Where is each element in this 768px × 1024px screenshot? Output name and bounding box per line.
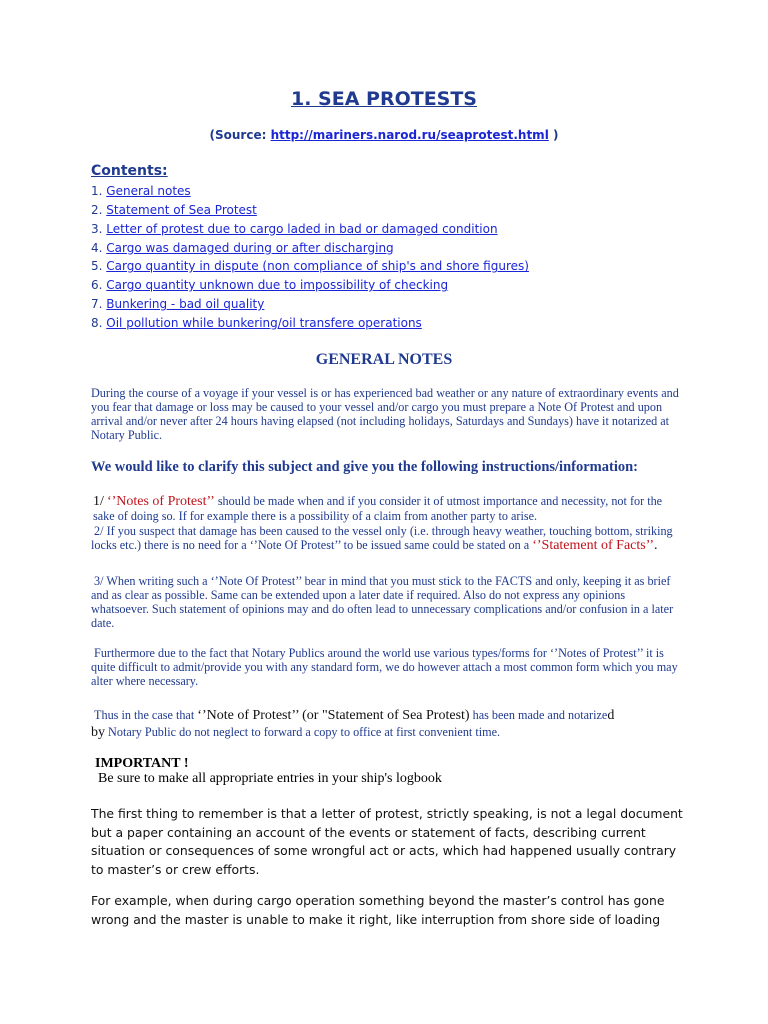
toc-number: 4.	[91, 240, 103, 255]
point-1-number: 1/	[93, 494, 104, 509]
toc-link-cargo-damaged[interactable]: Cargo was damaged during or after discharging	[106, 240, 394, 255]
toc-item	[91, 239, 691, 258]
furthermore-text: Furthermore due to the fact that Notary Publics around the world use various types/forms for ‘’Notes of Protest’’ it is quite difficult to admit/provide you with any standard form, we do however attach a most common form which you may alter where necessary.	[91, 646, 678, 688]
body-paragraph-2: For example, when during cargo operation something beyond the master’s control has gone wrong and the master is unable to make it right, like interruption from shore side of loading	[91, 893, 665, 927]
point-3-text: 3/ When writing such a ‘’Note Of Protest’’ bear in mind that you must stick to the FACTS and only, keeping it as brief and as clear as possible. Same can be extended upon a later date if required. Also do not express any opinions whatsoever. Such statement of opinions may and do often lead to unnecessary complications and/or confusion in a later date.	[91, 574, 674, 630]
document-title: 1. SEA PROTESTS	[290, 88, 477, 110]
thus-paragraph	[91, 707, 691, 741]
point-3-paragraph	[91, 574, 681, 630]
toc-link-bunkering[interactable]: Bunkering - bad oil quality	[106, 297, 265, 312]
point-1-highlight: ‘’Notes of Protest’’	[106, 494, 215, 509]
toc-number: 7.	[91, 297, 103, 312]
toc-number: 8.	[91, 315, 103, 330]
thus-text-a: Thus in the case that	[94, 708, 198, 722]
point-2-highlight: ‘’Statement of Facts’’	[532, 538, 655, 553]
thus-text-c: has been made and notarize	[469, 708, 608, 722]
toc-link-statement-of-sea-protest[interactable]: Statement of Sea Protest	[106, 202, 257, 217]
source-prefix: (Source:	[209, 128, 271, 142]
important-heading: IMPORTANT !	[95, 756, 189, 771]
source-suffix: )	[548, 128, 559, 142]
thus-text-e: by	[91, 725, 105, 740]
source-link[interactable]: http://mariners.narod.ru/seaprotest.html	[270, 128, 549, 142]
point-1-paragraph	[93, 494, 683, 523]
toc-item	[91, 276, 691, 295]
intro-paragraph: During the course of a voyage if your vessel is or has experienced bad weather or any nature of extraordinary events and you fear that damage or loss may be caused to your vessel and/or cargo you must prepare a Note Of Protest and upon arrival and/or never after 24 hours having elapsed (not including holidays, Saturdays and Sundays) have it notarized at Notary Public.	[91, 386, 679, 442]
toc-number: 5.	[91, 259, 103, 274]
toc-number: 6.	[91, 278, 103, 293]
point-2-paragraph	[91, 524, 681, 553]
toc-link-oil-pollution[interactable]: Oil pollution while bunkering/oil transfere operations	[106, 315, 422, 330]
toc-item	[91, 257, 691, 276]
toc-item	[91, 220, 691, 239]
toc-item	[91, 201, 691, 220]
toc-link-general-notes[interactable]: General notes	[106, 184, 191, 198]
source-line	[0, 128, 768, 142]
toc-item	[91, 182, 691, 201]
toc-number: 3.	[91, 221, 103, 236]
point-1-text: should be made when and if you consider it of utmost importance and necessity, not for the sake of doing so. If for example there is a possibility of a claim from another party to arise.	[93, 494, 663, 523]
toc-link-cargo-bad-condition[interactable]: Letter of protest due to cargo laded in bad or damaged condition	[106, 221, 498, 236]
clarify-line: We would like to clarify this subject and give you the following instructions/information:	[91, 459, 638, 475]
logbook-note: Be sure to make all appropriate entries in your ship's logbook	[98, 771, 442, 786]
toc-link-cargo-quantity-dispute[interactable]: Cargo quantity in dispute (non compliance of ship's and shore figures)	[106, 259, 529, 274]
thus-text-f: Notary Public do not neglect to forward a copy to office at first convenient time.	[105, 725, 501, 739]
toc-number: 1.	[91, 184, 103, 198]
furthermore-paragraph	[91, 646, 681, 688]
toc-number: 2.	[91, 202, 103, 217]
body-paragraph-1: The first thing to remember is that a letter of protest, strictly speaking, is not a legal document but a paper containing an account of the events or statement of facts, describing current situation or consequences of some wrongful act or acts, which had happened usually contrary to master’s or crew efforts.	[91, 806, 683, 877]
thus-text-b: ‘’Note of Protest’’ (or "Statement of Sea Protest)	[197, 708, 470, 723]
point-2-text: 2/ If you suspect that damage has been caused to the vessel only (i.e. through heavy weather, touching bottom, striking locks etc.) there is no need for a ‘’Note Of Protest’’ to be issued same could be stated on a	[91, 524, 673, 552]
table-of-contents	[91, 182, 691, 333]
toc-link-cargo-quantity-unknown[interactable]: Cargo quantity unknown due to impossibility of checking	[106, 278, 449, 293]
contents-heading: Contents:	[91, 163, 168, 179]
point-2-end: .	[654, 538, 658, 553]
toc-item	[91, 314, 691, 333]
general-notes-heading: GENERAL NOTES	[315, 351, 453, 368]
thus-text-d: d	[607, 708, 615, 723]
toc-item	[91, 295, 691, 314]
